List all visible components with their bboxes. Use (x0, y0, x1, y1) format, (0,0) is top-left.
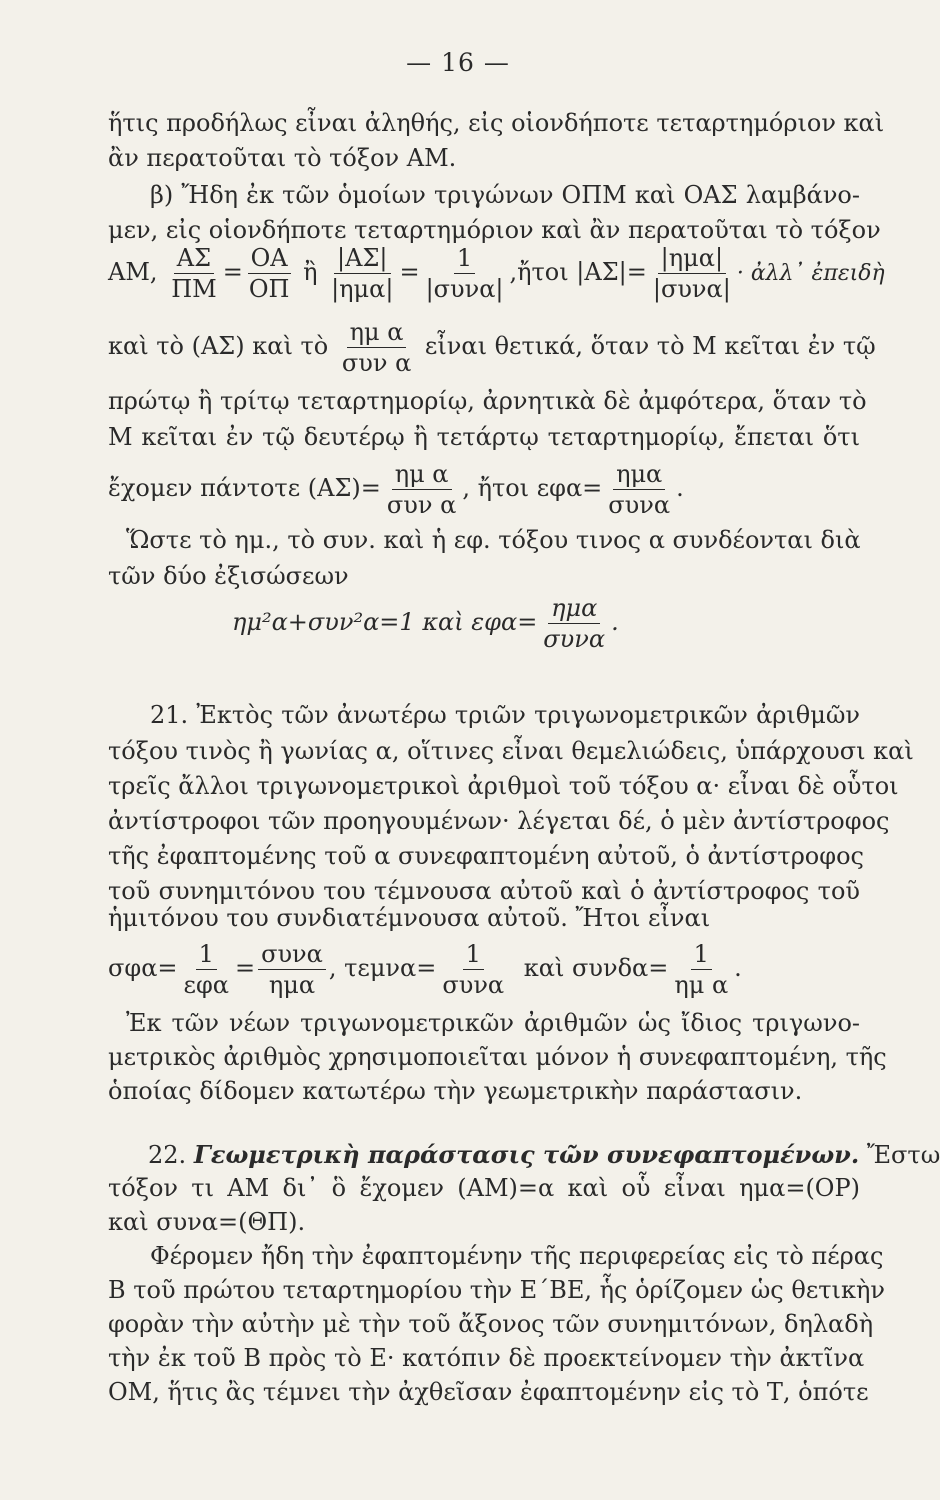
fraction: $\frac{\text{ημ α}}{\text{συν α}}$ (341, 318, 412, 377)
text-line: ἂν περατοῦται τὸ τόξον ΑΜ. (108, 144, 457, 172)
text-line: Ἐκ τῶν νέων τριγωνομετρικῶν ἀριθμῶν ὡς ἴδιος τριγωνο- (126, 1009, 860, 1037)
text-line: μετρικὸς ἀριθμὸς χρησιμοποιεῖται μόνον ἡ συνεφαπτομένη, τῆς (108, 1043, 887, 1071)
section-heading-line (148, 1140, 940, 1170)
text-line: β) Ἤδη ἐκ τῶν ὁμοίων τριγώνων ΟΠΜ καὶ ΟΑΣ λαμβάνο- (150, 181, 860, 209)
text-line: τόξου τινὸς ἢ γωνίας α, οἵτινες εἶναι θεμελιώδεις, ὑπάρχουσι καὶ (108, 737, 914, 765)
text-line: τοῦ συνημιτόνου του τέμνουσα αὐτοῦ καὶ ὁ ἀντίστροφος τοῦ (108, 877, 860, 905)
text-line: τὴν ἐκ τοῦ Β πρὸς τὸ Ε· κατόπιν δὲ προεκτείνομεν τὴν ἀκτῖνα (108, 1344, 865, 1372)
fraction: $\frac{1}{\text{ημ α}}$ (674, 940, 729, 999)
fraction: $\frac{\text{ημ α}}{\text{συν α}}$ (386, 460, 457, 519)
equation-sign: καὶ τὸ (ΑΣ) καὶ τὸ $\frac{\text{ημ α}}{\text{συν α}}$ εἶναι θετικά, ὅταν τὸ Μ κεῖται ἐν τῷ (108, 318, 876, 377)
text-line: ἡμιτόνου του συνδιατέμνουσα αὐτοῦ. Ἤτοι εἶναι (108, 904, 711, 932)
text-line: τῆς ἐφαπτομένης τοῦ α συνεφαπτομένη αὐτοῦ, ὁ ἀντίστροφος (108, 842, 864, 870)
text-line: ἀντίστροφοι τῶν προηγουμένων· λέγεται δέ, ὁ μὲν ἀντίστροφος (108, 807, 890, 835)
text-line: Ὥστε τὸ ημ., τὸ συν. καὶ ἡ εφ. τόξου τινος α συνδέονται διὰ (126, 526, 861, 554)
fraction: $\frac{A\Sigma}{\Pi M}$ (171, 244, 217, 303)
text-line: ἥτις προδήλως εἶναι ἀληθής, εἰς οἱονδήποτε τεταρτημόριον καὶ (108, 109, 885, 137)
text-line: καὶ συνα=(ΘΠ). (108, 1208, 306, 1236)
fraction: $\frac{|A\Sigma|}{\text{|ημα|}}$ (331, 244, 394, 303)
text-fragment: Ἔστω (866, 1141, 940, 1169)
equation-reciprocals: σφα= $\frac{1}{\text{εφα}}$ = $\frac{\text{συνα}}{\text{ημα}}$ , τεμνα= $\frac{1}{\text{συνα}}$ καὶ συνδα= $\frac{1}{\text{ημ α}}$ . (108, 940, 742, 999)
fraction: $\frac{\text{συνα}}{\text{ημα}}$ (258, 940, 326, 999)
text-line: ΟΜ, ἥτις ἂς τέμνει τὴν ἀχθεῖσαν ἐφαπτομένην εἰς τὸ Τ, ὁπότε (108, 1378, 869, 1406)
equation-ratio-as: ΑΜ, $\frac{A\Sigma}{\Pi M}$ = $\frac{OA}{O\Pi}$ ἢ $\frac{|A\Sigma|}{\text{|ημα|}}$ = $\frac{1}{\text{|συνα|}}$ ,ἤτοι |ΑΣ|= $\frac{\text{|ημα|}}{\text{|συνα|}}$ · ἀλλ᾽ ἐπειδὴ (108, 244, 885, 303)
fraction: $\frac{1}{\text{εφα}}$ (183, 940, 229, 999)
fraction: $\frac{OA}{O\Pi}$ (248, 244, 290, 303)
fraction: $\frac{\text{|ημα|}}{\text{|συνα|}}$ (652, 244, 731, 303)
page-number: — 16 — (406, 48, 510, 77)
text-line: πρώτῳ ἢ τρίτῳ τεταρτημορίῳ, ἀρνητικὰ δὲ ἀμφότερα, ὅταν τὸ (108, 387, 867, 415)
equation-tangent: ἔχομεν πάντοτε (ΑΣ)= $\frac{\text{ημ α}}{\text{συν α}}$ , ἤτοι εφα= $\frac{\text{ημα}}{\text{συνα}}$ . (108, 460, 684, 519)
text-line: Β τοῦ πρώτου τεταρτημορίου τὴν Ε΄ΒΕ, ἧς ὁρίζομεν ὡς θετικὴν (108, 1276, 885, 1304)
eq-text: ΑΜ, (108, 258, 158, 286)
text-line: Φέρομεν ἤδη τὴν ἐφαπτομένην τῆς περιφερείας εἰς τὸ πέρας (150, 1242, 884, 1270)
text-line: Μ κεῖται ἐν τῷ δευτέρῳ ἢ τετάρτῳ τεταρτημορίῳ, ἔπεται ὅτι (108, 423, 860, 451)
text-line: τρεῖς ἄλλοι τριγωνομετρικοὶ ἀριθμοὶ τοῦ τόξου α· εἶναι δὲ οὗτοι (108, 772, 899, 800)
section-title: Γεωμετρικὴ παράστασις τῶν συνεφαπτομένων. (193, 1140, 860, 1169)
fraction: $\frac{1}{\text{|συνα|}}$ (425, 244, 504, 303)
text-line: φορὰν τὴν αὐτὴν μὲ τὴν τοῦ ἄξονος τῶν συνημιτόνων, δηλαδὴ (108, 1310, 874, 1338)
fraction: $\frac{\text{ημα}}{\text{συνα}}$ (608, 460, 671, 519)
text-line: τῶν δύο ἐξισώσεων (108, 562, 349, 590)
section-number: 22. (148, 1141, 187, 1169)
text-line: τόξον τι ΑΜ δι᾽ ὃ ἔχομεν (ΑΜ)=α καὶ οὗ εἶναι ημα=(ΟΡ) (108, 1174, 860, 1202)
equation-identities: ημ²α+συν²α=1 καὶ εφα= $\frac{\text{ημα}}{\text{συνα}}$ . (232, 594, 619, 653)
text-line: ὁποίας δίδομεν κατωτέρω τὴν γεωμετρικὴν παράστασιν. (108, 1077, 803, 1105)
fraction: $\frac{1}{\text{συνα}}$ (442, 940, 505, 999)
text-line: μεν, εἰς οἱονδήποτε τεταρτημόριον καὶ ἂν περατοῦται τὸ τόξον (108, 216, 881, 244)
text-line: 21. Ἐκτὸς τῶν ἀνωτέρω τριῶν τριγωνομετρικῶν ἀριθμῶν (150, 701, 860, 729)
fraction: $\frac{\text{ημα}}{\text{συνα}}$ (543, 594, 606, 653)
